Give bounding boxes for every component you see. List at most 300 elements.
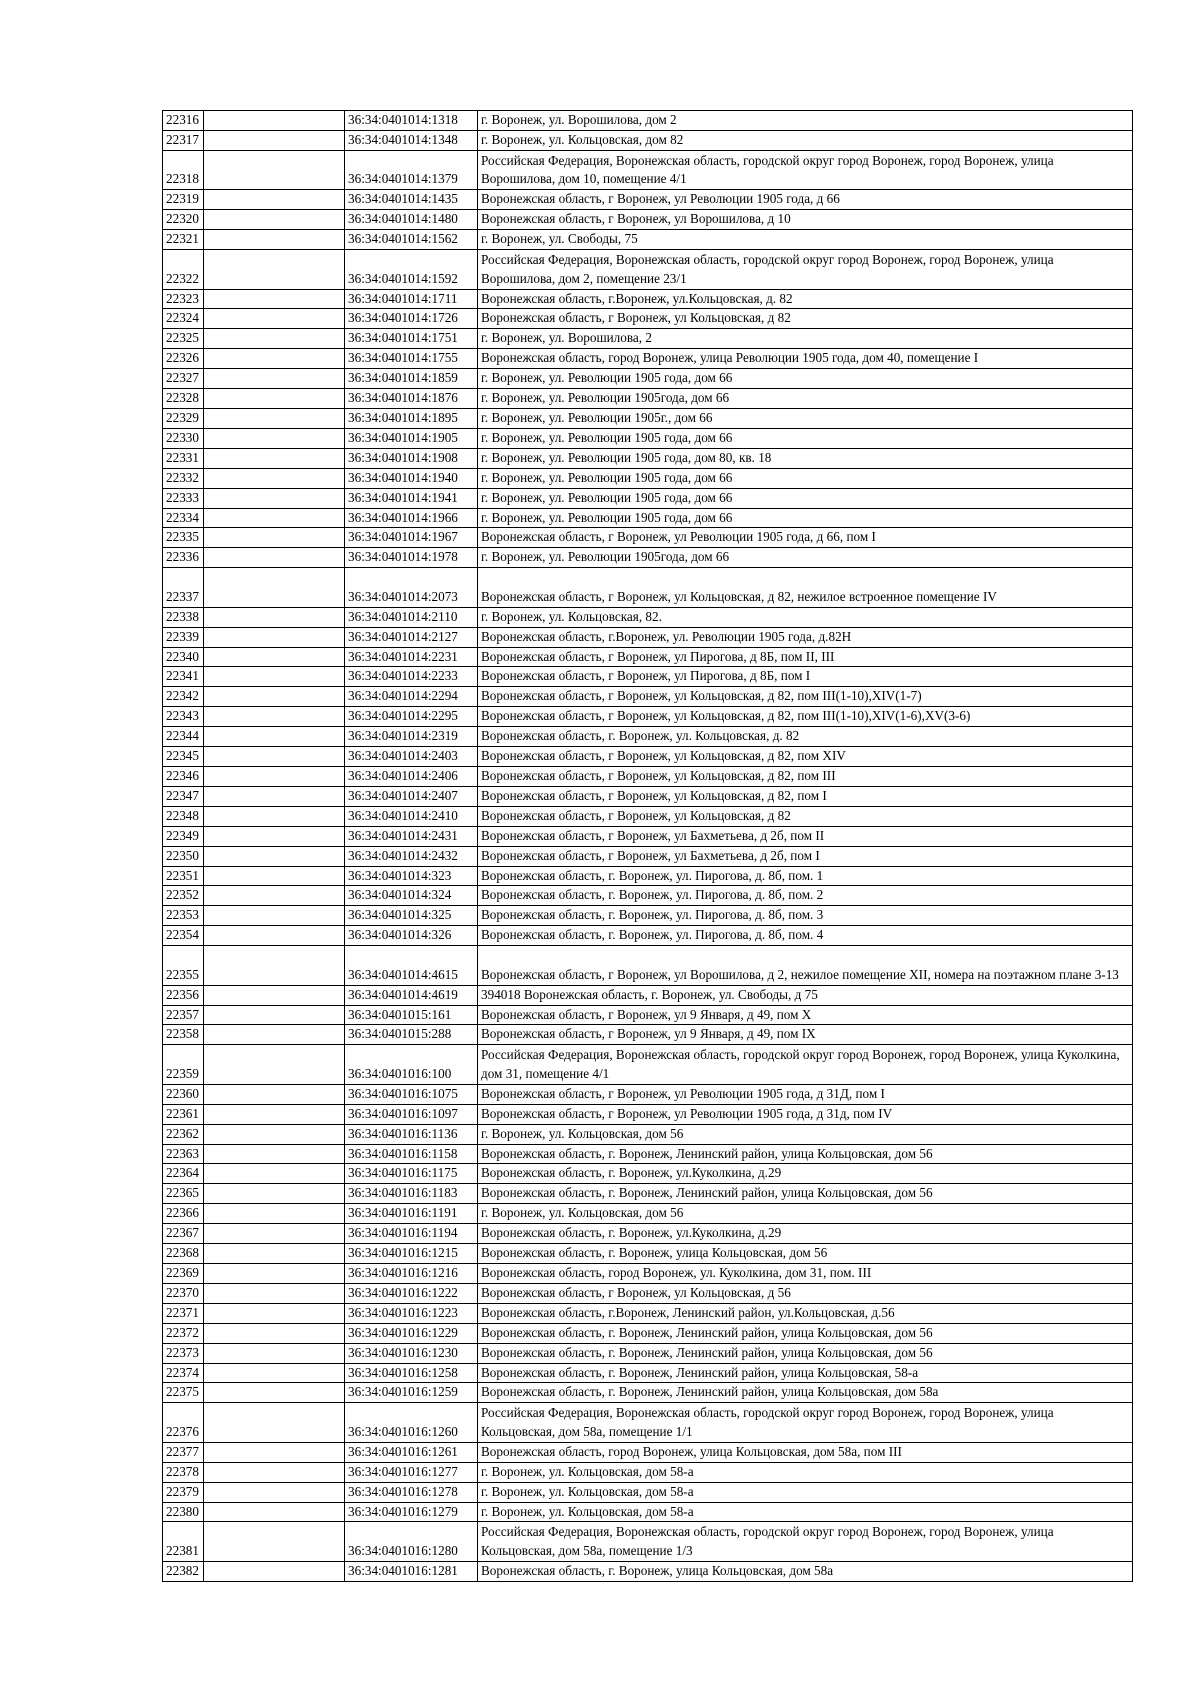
empty-cell xyxy=(204,1184,345,1204)
address-cell: Воронежская область, г. Воронеж, улица Кольцовская, дом 58а xyxy=(478,1561,1133,1581)
address-cell: г. Воронеж, ул. Революции 1905года, дом 66 xyxy=(478,548,1133,568)
cadastral-number-cell: 36:34:0401014:1562 xyxy=(345,230,478,250)
row-number-cell: 22320 xyxy=(163,210,204,230)
empty-cell xyxy=(204,906,345,926)
table-row xyxy=(163,866,1133,886)
empty-cell xyxy=(204,210,345,230)
address-cell: г. Воронеж, ул. Революции 1905 года, дом 80, кв. 18 xyxy=(478,448,1133,468)
cadastral-number-cell: 36:34:0401016:1215 xyxy=(345,1244,478,1264)
table-row xyxy=(163,906,1133,926)
empty-cell xyxy=(204,946,345,986)
address-cell: Воронежская область, г. Воронеж, ул. Пирогова, д. 8б, пом. 3 xyxy=(478,906,1133,926)
table-row xyxy=(163,1025,1133,1045)
cadastral-number-cell: 36:34:0401014:2233 xyxy=(345,667,478,687)
cadastral-number-cell: 36:34:0401016:1260 xyxy=(345,1403,478,1443)
empty-cell xyxy=(204,1343,345,1363)
row-number-cell: 22366 xyxy=(163,1204,204,1224)
cadastral-number-cell: 36:34:0401016:1191 xyxy=(345,1204,478,1224)
empty-cell xyxy=(204,150,345,190)
table-row xyxy=(163,846,1133,866)
row-number-cell: 22346 xyxy=(163,766,204,786)
empty-cell xyxy=(204,1084,345,1104)
address-cell: Российская Федерация, Воронежская область, городской округ город Воронеж, город Воронеж, улица Кольцовская, дом 58а, помещение 1/1 xyxy=(478,1403,1133,1443)
cadastral-number-cell: 36:34:0401014:1895 xyxy=(345,408,478,428)
empty-cell xyxy=(204,1045,345,1085)
table-row xyxy=(163,1403,1133,1443)
row-number-cell: 22317 xyxy=(163,130,204,150)
row-number-cell: 22360 xyxy=(163,1084,204,1104)
cadastral-number-cell: 36:34:0401016:1216 xyxy=(345,1264,478,1284)
cadastral-number-cell: 36:34:0401014:2432 xyxy=(345,846,478,866)
empty-cell xyxy=(204,607,345,627)
row-number-cell: 22331 xyxy=(163,448,204,468)
address-cell: Воронежская область, г Воронеж, ул Пирогова, д 8Б, пом I xyxy=(478,667,1133,687)
address-cell: Воронежская область, г. Воронеж, ул. Пирогова, д. 8б, пом. 1 xyxy=(478,866,1133,886)
address-cell: г. Воронеж, ул. Революции 1905 года, дом 66 xyxy=(478,369,1133,389)
empty-cell xyxy=(204,806,345,826)
address-cell: Воронежская область, г Воронеж, ул Ворошилова, д 2, нежилое помещение XII, номера на поэтажном плане 3-13 xyxy=(478,946,1133,986)
cadastral-number-cell: 36:34:0401014:2294 xyxy=(345,687,478,707)
address-cell: г. Воронеж, ул. Революции 1905 года, дом 66 xyxy=(478,508,1133,528)
table-row xyxy=(163,1482,1133,1502)
address-cell: г. Воронеж, ул. Революции 1905 года, дом 66 xyxy=(478,468,1133,488)
row-number-cell: 22358 xyxy=(163,1025,204,1045)
address-cell: Воронежская область, г Воронеж, ул Ворошилова, д 10 xyxy=(478,210,1133,230)
row-number-cell: 22318 xyxy=(163,150,204,190)
table-row xyxy=(163,667,1133,687)
row-number-cell: 22375 xyxy=(163,1383,204,1403)
address-cell: Воронежская область, г. Воронеж, ул. Кольцовская, д. 82 xyxy=(478,727,1133,747)
row-number-cell: 22336 xyxy=(163,548,204,568)
cadastral-number-cell: 36:34:0401016:1281 xyxy=(345,1561,478,1581)
cadastral-number-cell: 36:34:0401016:1222 xyxy=(345,1283,478,1303)
address-cell: Воронежская область, г.Воронеж, Ленинский район, ул.Кольцовская, д.56 xyxy=(478,1303,1133,1323)
empty-cell xyxy=(204,1204,345,1224)
cadastral-number-cell: 36:34:0401014:1967 xyxy=(345,528,478,548)
table-row xyxy=(163,230,1133,250)
address-cell: Воронежская область, г. Воронеж, Ленинский район, улица Кольцовская, дом 58а xyxy=(478,1383,1133,1403)
table-row xyxy=(163,926,1133,946)
row-number-cell: 22373 xyxy=(163,1343,204,1363)
table-row xyxy=(163,309,1133,329)
table-row xyxy=(163,289,1133,309)
empty-cell xyxy=(204,687,345,707)
address-cell: г. Воронеж, ул. Кольцовская, дом 56 xyxy=(478,1124,1133,1144)
cadastral-number-cell: 36:34:0401016:1183 xyxy=(345,1184,478,1204)
row-number-cell: 22334 xyxy=(163,508,204,528)
cadastral-number-cell: 36:34:0401014:1379 xyxy=(345,150,478,190)
address-cell: г. Воронеж, ул. Кольцовская, дом 56 xyxy=(478,1204,1133,1224)
address-cell: Российская Федерация, Воронежская область, городской округ город Воронеж, город Воронеж, улица Ворошилова, дом 10, помещение 4/1 xyxy=(478,150,1133,190)
address-cell: Воронежская область, г Воронеж, ул Кольцовская, д 82 xyxy=(478,806,1133,826)
address-cell: Воронежская область, г Воронеж, ул Пирогова, д 8Б, пом II, III xyxy=(478,647,1133,667)
cadastral-number-cell: 36:34:0401014:324 xyxy=(345,886,478,906)
cadastral-number-cell: 36:34:0401016:1279 xyxy=(345,1502,478,1522)
empty-cell xyxy=(204,627,345,647)
address-cell: Воронежская область, г Воронеж, ул Революции 1905 года, д 66, пом I xyxy=(478,528,1133,548)
table-row xyxy=(163,349,1133,369)
empty-cell xyxy=(204,309,345,329)
row-number-cell: 22369 xyxy=(163,1264,204,1284)
row-number-cell: 22329 xyxy=(163,408,204,428)
address-cell: г. Воронеж, ул. Свободы, 75 xyxy=(478,230,1133,250)
address-cell: Воронежская область, г. Воронеж, Ленинский район, улица Кольцовская, дом 56 xyxy=(478,1343,1133,1363)
row-number-cell: 22363 xyxy=(163,1144,204,1164)
table-row xyxy=(163,1383,1133,1403)
row-number-cell: 22345 xyxy=(163,747,204,767)
empty-cell xyxy=(204,408,345,428)
empty-cell xyxy=(204,886,345,906)
address-cell: Воронежская область, г Воронеж, ул Кольцовская, д 82, пом III xyxy=(478,766,1133,786)
empty-cell xyxy=(204,1144,345,1164)
table-row xyxy=(163,1323,1133,1343)
cadastral-number-cell: 36:34:0401016:1261 xyxy=(345,1442,478,1462)
cadastral-number-cell: 36:34:0401014:2407 xyxy=(345,786,478,806)
cadastral-number-cell: 36:34:0401014:1941 xyxy=(345,488,478,508)
address-cell: г. Воронеж, ул. Кольцовская, дом 58-а xyxy=(478,1482,1133,1502)
cadastral-number-cell: 36:34:0401016:1223 xyxy=(345,1303,478,1323)
table-row xyxy=(163,1104,1133,1124)
row-number-cell: 22351 xyxy=(163,866,204,886)
table-row xyxy=(163,389,1133,409)
table-row xyxy=(163,428,1133,448)
table-row xyxy=(163,786,1133,806)
address-cell: Воронежская область, г Воронеж, ул Кольцовская, д 82, нежилое встроенное помещение IV xyxy=(478,568,1133,608)
row-number-cell: 22347 xyxy=(163,786,204,806)
row-number-cell: 22343 xyxy=(163,707,204,727)
address-cell: Воронежская область, г. Воронеж, Ленинский район, улица Кольцовская, дом 56 xyxy=(478,1184,1133,1204)
empty-cell xyxy=(204,289,345,309)
empty-cell xyxy=(204,846,345,866)
cadastral-number-cell: 36:34:0401014:2073 xyxy=(345,568,478,608)
cadastral-number-cell: 36:34:0401016:1158 xyxy=(345,1144,478,1164)
row-number-cell: 22371 xyxy=(163,1303,204,1323)
empty-cell xyxy=(204,329,345,349)
empty-cell xyxy=(204,190,345,210)
table-row xyxy=(163,111,1133,131)
empty-cell xyxy=(204,428,345,448)
empty-cell xyxy=(204,1363,345,1383)
row-number-cell: 22341 xyxy=(163,667,204,687)
cadastral-number-cell: 36:34:0401016:1175 xyxy=(345,1164,478,1184)
table-row xyxy=(163,448,1133,468)
cadastral-number-cell: 36:34:0401016:1229 xyxy=(345,1323,478,1343)
empty-cell xyxy=(204,667,345,687)
empty-cell xyxy=(204,1005,345,1025)
empty-cell xyxy=(204,1104,345,1124)
address-cell: г. Воронеж, ул. Революции 1905г., дом 66 xyxy=(478,408,1133,428)
empty-cell xyxy=(204,1323,345,1343)
table-row xyxy=(163,528,1133,548)
empty-cell xyxy=(204,866,345,886)
row-number-cell: 22361 xyxy=(163,1104,204,1124)
cadastral-number-cell: 36:34:0401014:2431 xyxy=(345,826,478,846)
table-row xyxy=(163,747,1133,767)
address-cell: Воронежская область, г Воронеж, ул Бахметьева, д 2б, пом I xyxy=(478,846,1133,866)
row-number-cell: 22327 xyxy=(163,369,204,389)
empty-cell xyxy=(204,926,345,946)
table-row xyxy=(163,1144,1133,1164)
empty-cell xyxy=(204,766,345,786)
cadastral-number-cell: 36:34:0401016:1278 xyxy=(345,1482,478,1502)
cadastral-number-cell: 36:34:0401014:1711 xyxy=(345,289,478,309)
row-number-cell: 22350 xyxy=(163,846,204,866)
empty-cell xyxy=(204,548,345,568)
row-number-cell: 22354 xyxy=(163,926,204,946)
empty-cell xyxy=(204,1025,345,1045)
empty-cell xyxy=(204,786,345,806)
table-row xyxy=(163,1283,1133,1303)
address-cell: г. Воронеж, ул. Ворошилова, 2 xyxy=(478,329,1133,349)
address-cell: Воронежская область, г Воронеж, ул Кольцовская, д 56 xyxy=(478,1283,1133,1303)
table-row xyxy=(163,488,1133,508)
registry-table xyxy=(162,110,1133,1582)
row-number-cell: 22325 xyxy=(163,329,204,349)
address-cell: Воронежская область, г Воронеж, ул Революции 1905 года, д 31Д, пом I xyxy=(478,1084,1133,1104)
row-number-cell: 22319 xyxy=(163,190,204,210)
cadastral-number-cell: 36:34:0401014:323 xyxy=(345,866,478,886)
address-cell: Воронежская область, г Воронеж, ул Кольцовская, д 82, пом III(1-10),XIV(1-7) xyxy=(478,687,1133,707)
table-row xyxy=(163,508,1133,528)
cadastral-number-cell: 36:34:0401014:2295 xyxy=(345,707,478,727)
empty-cell xyxy=(204,448,345,468)
row-number-cell: 22335 xyxy=(163,528,204,548)
address-cell: Воронежская область, г. Воронеж, ул. Пирогова, д. 8б, пом. 2 xyxy=(478,886,1133,906)
cadastral-number-cell: 36:34:0401016:1258 xyxy=(345,1363,478,1383)
table-row xyxy=(163,1204,1133,1224)
table-row xyxy=(163,607,1133,627)
empty-cell xyxy=(204,1561,345,1581)
table-row xyxy=(163,1224,1133,1244)
cadastral-number-cell: 36:34:0401016:1259 xyxy=(345,1383,478,1403)
row-number-cell: 22382 xyxy=(163,1561,204,1581)
table-row xyxy=(163,627,1133,647)
address-cell: Воронежская область, г. Воронеж, Ленинский район, улица Кольцовская, дом 56 xyxy=(478,1144,1133,1164)
empty-cell xyxy=(204,528,345,548)
cadastral-number-cell: 36:34:0401014:1755 xyxy=(345,349,478,369)
table-row xyxy=(163,1502,1133,1522)
row-number-cell: 22379 xyxy=(163,1482,204,1502)
empty-cell xyxy=(204,349,345,369)
row-number-cell: 22357 xyxy=(163,1005,204,1025)
empty-cell xyxy=(204,647,345,667)
table-row xyxy=(163,369,1133,389)
row-number-cell: 22338 xyxy=(163,607,204,627)
table-row xyxy=(163,1005,1133,1025)
row-number-cell: 22323 xyxy=(163,289,204,309)
cadastral-number-cell: 36:34:0401014:1348 xyxy=(345,130,478,150)
empty-cell xyxy=(204,1124,345,1144)
cadastral-number-cell: 36:34:0401016:1194 xyxy=(345,1224,478,1244)
cadastral-number-cell: 36:34:0401014:1876 xyxy=(345,389,478,409)
table-row xyxy=(163,468,1133,488)
row-number-cell: 22349 xyxy=(163,826,204,846)
table-row xyxy=(163,1462,1133,1482)
table-row xyxy=(163,210,1133,230)
cadastral-number-cell: 36:34:0401014:325 xyxy=(345,906,478,926)
cadastral-number-cell: 36:34:0401014:2231 xyxy=(345,647,478,667)
address-cell: Воронежская область, г. Воронеж, ул. Пирогова, д. 8б, пом. 4 xyxy=(478,926,1133,946)
registry-body xyxy=(163,111,1133,1582)
table-row xyxy=(163,130,1133,150)
address-cell: Воронежская область, г. Воронеж, ул.Куколкина, д.29 xyxy=(478,1224,1133,1244)
address-cell: Российская Федерация, Воронежская область, городской округ город Воронеж, город Воронеж, улица Кольцовская, дом 58а, помещение 1/3 xyxy=(478,1522,1133,1562)
table-row xyxy=(163,1442,1133,1462)
address-cell: Воронежская область, г. Воронеж, Ленинский район, улица Кольцовская, дом 56 xyxy=(478,1323,1133,1343)
row-number-cell: 22355 xyxy=(163,946,204,986)
row-number-cell: 22370 xyxy=(163,1283,204,1303)
table-row xyxy=(163,329,1133,349)
address-cell: г. Воронеж, ул. Кольцовская, дом 82 xyxy=(478,130,1133,150)
empty-cell xyxy=(204,468,345,488)
row-number-cell: 22337 xyxy=(163,568,204,608)
empty-cell xyxy=(204,1403,345,1443)
cadastral-number-cell: 36:34:0401016:1230 xyxy=(345,1343,478,1363)
address-cell: г. Воронеж, ул. Кольцовская, дом 58-а xyxy=(478,1502,1133,1522)
row-number-cell: 22367 xyxy=(163,1224,204,1244)
row-number-cell: 22328 xyxy=(163,389,204,409)
table-row xyxy=(163,1084,1133,1104)
cadastral-number-cell: 36:34:0401015:161 xyxy=(345,1005,478,1025)
table-row xyxy=(163,1124,1133,1144)
table-row xyxy=(163,1264,1133,1284)
row-number-cell: 22330 xyxy=(163,428,204,448)
address-cell: Воронежская область, г Воронеж, ул 9 Января, д 49, пом X xyxy=(478,1005,1133,1025)
address-cell: г. Воронеж, ул. Революции 1905года, дом 66 xyxy=(478,389,1133,409)
address-cell: Воронежская область, г. Воронеж, улица Кольцовская, дом 56 xyxy=(478,1244,1133,1264)
address-cell: г. Воронеж, ул. Революции 1905 года, дом 66 xyxy=(478,428,1133,448)
address-cell: Воронежская область, г Воронеж, ул Кольцовская, д 82 xyxy=(478,309,1133,329)
empty-cell xyxy=(204,747,345,767)
address-cell: 394018 Воронежская область, г. Воронеж, ул. Свободы, д 75 xyxy=(478,985,1133,1005)
row-number-cell: 22324 xyxy=(163,309,204,329)
address-cell: Воронежская область, г Воронеж, ул Кольцовская, д 82, пом XIV xyxy=(478,747,1133,767)
empty-cell xyxy=(204,1283,345,1303)
address-cell: Воронежская область, г. Воронеж, ул.Куколкина, д.29 xyxy=(478,1164,1133,1184)
cadastral-number-cell: 36:34:0401014:2110 xyxy=(345,607,478,627)
empty-cell xyxy=(204,130,345,150)
table-row xyxy=(163,946,1133,986)
empty-cell xyxy=(204,369,345,389)
row-number-cell: 22359 xyxy=(163,1045,204,1085)
cadastral-number-cell: 36:34:0401014:1905 xyxy=(345,428,478,448)
empty-cell xyxy=(204,1482,345,1502)
cadastral-number-cell: 36:34:0401014:1859 xyxy=(345,369,478,389)
table-row xyxy=(163,766,1133,786)
cadastral-number-cell: 36:34:0401014:1318 xyxy=(345,111,478,131)
empty-cell xyxy=(204,250,345,290)
empty-cell xyxy=(204,111,345,131)
empty-cell xyxy=(204,1522,345,1562)
table-row xyxy=(163,687,1133,707)
cadastral-number-cell: 36:34:0401014:1751 xyxy=(345,329,478,349)
table-row xyxy=(163,1045,1133,1085)
empty-cell xyxy=(204,1462,345,1482)
table-row xyxy=(163,1561,1133,1581)
row-number-cell: 22372 xyxy=(163,1323,204,1343)
empty-cell xyxy=(204,568,345,608)
address-cell: г. Воронеж, ул. Революции 1905 года, дом 66 xyxy=(478,488,1133,508)
cadastral-number-cell: 36:34:0401014:2403 xyxy=(345,747,478,767)
row-number-cell: 22344 xyxy=(163,727,204,747)
address-cell: Российская Федерация, Воронежская область, городской округ город Воронеж, город Воронеж, улица Куколкина, дом 31, помещение 4/1 xyxy=(478,1045,1133,1085)
table-row xyxy=(163,1184,1133,1204)
table-row xyxy=(163,985,1133,1005)
table-row xyxy=(163,150,1133,190)
row-number-cell: 22378 xyxy=(163,1462,204,1482)
address-cell: Воронежская область, г.Воронеж, ул. Революции 1905 года, д.82Н xyxy=(478,627,1133,647)
address-cell: г. Воронеж, ул. Кольцовская, 82. xyxy=(478,607,1133,627)
address-cell: Российская Федерация, Воронежская область, городской округ город Воронеж, город Воронеж, улица Ворошилова, дом 2, помещение 23/1 xyxy=(478,250,1133,290)
row-number-cell: 22362 xyxy=(163,1124,204,1144)
address-cell: Воронежская область, г Воронеж, ул Бахметьева, д 2б, пом II xyxy=(478,826,1133,846)
address-cell: Воронежская область, г Воронеж, ул 9 Января, д 49, пом IX xyxy=(478,1025,1133,1045)
table-row xyxy=(163,548,1133,568)
address-cell: Воронежская область, г Воронеж, ул Кольцовская, д 82, пом I xyxy=(478,786,1133,806)
empty-cell xyxy=(204,1383,345,1403)
row-number-cell: 22342 xyxy=(163,687,204,707)
cadastral-number-cell: 36:34:0401014:1978 xyxy=(345,548,478,568)
cadastral-number-cell: 36:34:0401014:2406 xyxy=(345,766,478,786)
row-number-cell: 22332 xyxy=(163,468,204,488)
cadastral-number-cell: 36:34:0401015:288 xyxy=(345,1025,478,1045)
row-number-cell: 22326 xyxy=(163,349,204,369)
table-row xyxy=(163,1363,1133,1383)
cadastral-number-cell: 36:34:0401016:100 xyxy=(345,1045,478,1085)
table-row xyxy=(163,886,1133,906)
cadastral-number-cell: 36:34:0401014:1940 xyxy=(345,468,478,488)
cadastral-number-cell: 36:34:0401014:1480 xyxy=(345,210,478,230)
row-number-cell: 22364 xyxy=(163,1164,204,1184)
table-row xyxy=(163,1522,1133,1562)
table-row xyxy=(163,826,1133,846)
empty-cell xyxy=(204,230,345,250)
cadastral-number-cell: 36:34:0401014:2410 xyxy=(345,806,478,826)
table-row xyxy=(163,1303,1133,1323)
address-cell: Воронежская область, г. Воронеж, Ленинский район, улица Кольцовская, 58-а xyxy=(478,1363,1133,1383)
cadastral-number-cell: 36:34:0401014:1726 xyxy=(345,309,478,329)
empty-cell xyxy=(204,727,345,747)
cadastral-number-cell: 36:34:0401014:2319 xyxy=(345,727,478,747)
table-row xyxy=(163,250,1133,290)
row-number-cell: 22381 xyxy=(163,1522,204,1562)
row-number-cell: 22321 xyxy=(163,230,204,250)
table-row xyxy=(163,190,1133,210)
address-cell: г. Воронеж, ул. Ворошилова, дом 2 xyxy=(478,111,1133,131)
address-cell: Воронежская область, город Воронеж, ул. Куколкина, дом 31, пом. III xyxy=(478,1264,1133,1284)
cadastral-number-cell: 36:34:0401014:1592 xyxy=(345,250,478,290)
empty-cell xyxy=(204,1502,345,1522)
cadastral-number-cell: 36:34:0401014:2127 xyxy=(345,627,478,647)
row-number-cell: 22380 xyxy=(163,1502,204,1522)
empty-cell xyxy=(204,488,345,508)
table-row xyxy=(163,727,1133,747)
empty-cell xyxy=(204,1442,345,1462)
row-number-cell: 22340 xyxy=(163,647,204,667)
cadastral-number-cell: 36:34:0401016:1277 xyxy=(345,1462,478,1482)
empty-cell xyxy=(204,1164,345,1184)
cadastral-number-cell: 36:34:0401016:1280 xyxy=(345,1522,478,1562)
row-number-cell: 22322 xyxy=(163,250,204,290)
empty-cell xyxy=(204,508,345,528)
address-cell: г. Воронеж, ул. Кольцовская, дом 58-а xyxy=(478,1462,1133,1482)
row-number-cell: 22368 xyxy=(163,1244,204,1264)
row-number-cell: 22316 xyxy=(163,111,204,131)
address-cell: Воронежская область, г.Воронеж, ул.Кольцовская, д. 82 xyxy=(478,289,1133,309)
empty-cell xyxy=(204,389,345,409)
table-row xyxy=(163,568,1133,608)
empty-cell xyxy=(204,1244,345,1264)
